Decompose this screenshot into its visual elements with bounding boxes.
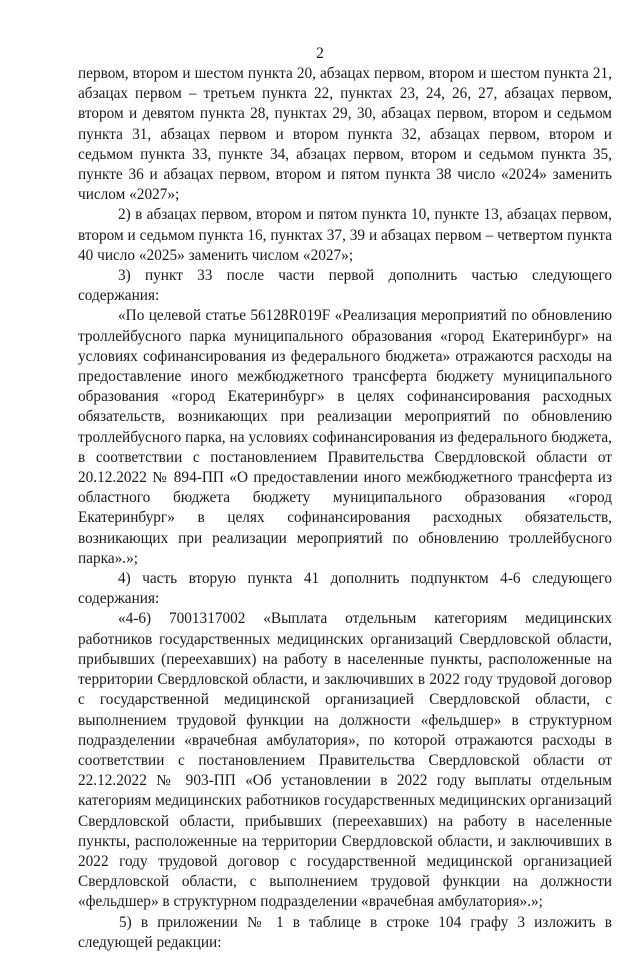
paragraph-item-3: 3) пункт 33 после части первой дополнить частью следующего содержания: (78, 267, 612, 305)
paragraph-continuation: первом, втором и шестом пункта 20, абзацах первом, втором и шестом пункта 21, абзацах первом – третьем пункта 22, пунктах 23, 24, 26, 27, абзацах первом, втором и девятом пункта 28, пунктах 29, 30, абзацах первом, втором и седьмом пункта 31, абзацах первом и втором пункта 32, абзацах первом, втором и седьмом пункта 33, пункте 34, абзацах первом, втором и седьмом пункта 35, пункте 36 и абзацах первом, втором и пятом пункта 38 число «2024» заменить числом «2027»; (78, 65, 612, 204)
page-number: 2 (316, 45, 324, 62)
paragraph-quote-56128R019F: «По целевой статье 56128R019F «Реализация мероприятий по обновлению троллейбусного парка муниципального образования «город Екатеринбург» на условиях софинансирования из федерального бюджета» отражаются расходы на предоставление иного межбюджетного трансферта бюджету муниципального образования «город Екатеринбург» в целях софинансирования расходных обязательств, возникающих при реализации мероприятий по обновлению троллейбусного парка, на условиях софинансирования из федерального бюджета, в соответствии с постановлением Правительства Свердловской области от 20.12.2022 № 894-ПП «О предоставлении иного межбюджетного трансферта из областного бюджета бюджету муниципального образования «город Екатеринбург» в целях софинансирования расходных обязательств, возникающих при реализации мероприятий по обновлению троллейбусного парка».»; (78, 307, 612, 567)
paragraph-item-4: 4) часть вторую пункта 41 дополнить подпунктом 4-6 следующего содержания: (78, 570, 612, 608)
paragraph-item-5: 5) в приложении № 1 в таблице в строке 104 графу 3 изложить в следующей редакции: (78, 913, 612, 951)
paragraph-quote-4-6: «4-6) 7001317002 «Выплата отдельным категориям медицинских работников государственных медицинских организаций Свердловской области, прибывших (переехавших) на работу в населенные пункты, расположенные на территории Свердловской области, и заключивших в 2022 году трудовой договор с государственной медицинской организацией Свердловской области, с выполнением трудовой функции на должности «фельдшер» в структурном подразделении «врачебная амбулатория», по которой отражаются расходы в соответствии с постановлением Правительства Свердловской области от 22.12.2022 № 903-ПП «Об установлении в 2022 году выплаты отдельным категориям медицинских работников государственных медицинских организаций Свердловской области, прибывших (переехавших) на работу в населенные пункты, расположенные на территории Свердловской области, и заключивших в 2022 году трудовой договор с государственной медицинской организацией Свердловской области, с выполнением трудовой функции на должности «фельдшер» в структурном подразделении «врачебная амбулатория».»; (78, 610, 612, 911)
paragraph-item-2: 2) в абзацах первом, втором и пятом пункта 10, пункте 13, абзацах первом, втором и седьмом пункта 16, пунктах 37, 39 и абзацах первом – четвертом пункта 40 число «2025» заменить числом «2027»; (78, 206, 612, 264)
document-body (78, 64, 612, 953)
